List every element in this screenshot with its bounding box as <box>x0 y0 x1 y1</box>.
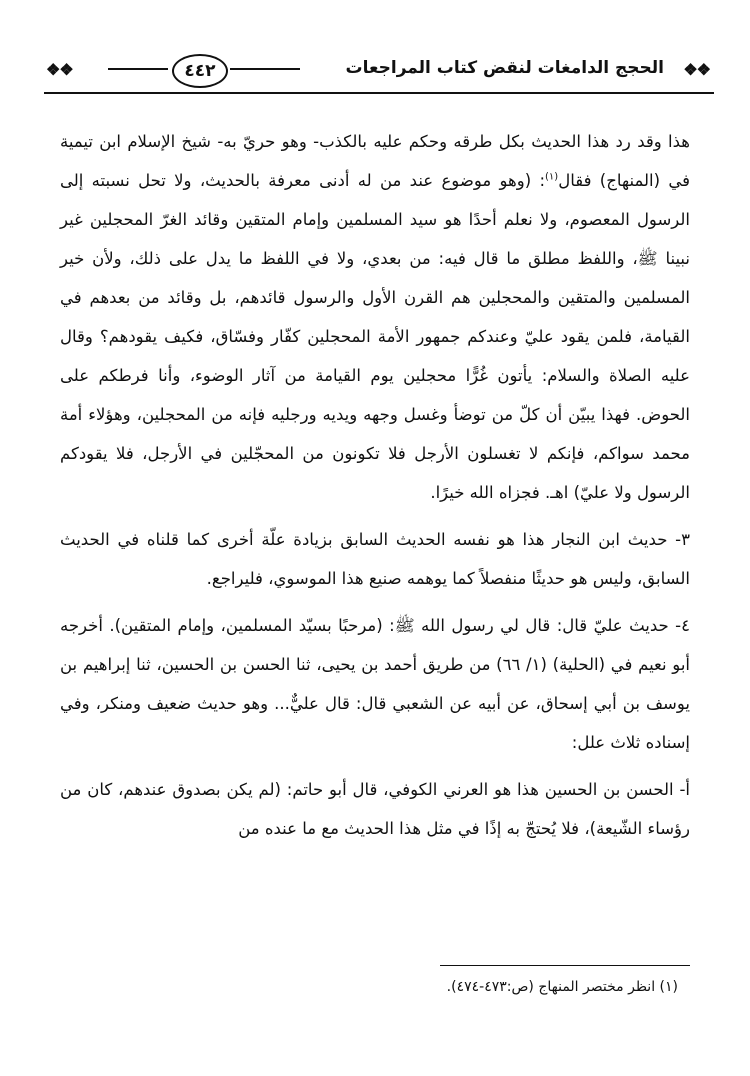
paragraph <box>60 520 690 598</box>
ornament-icon: ❖❖ <box>683 60 710 79</box>
running-header <box>44 52 714 100</box>
book-title: الحجج الدامغات لنقض كتاب المراجعات <box>345 58 664 78</box>
paragraph-text: : (وهو موضوع عند من له أدنى معرفة بالحديث، ولا تحل نسبته إلى الرسول المعصوم، ولا نعلم أحدًا هو سيد المسلمين وإمام المتقين وقائد الغرّ المحجلين غير نبينا ﷺ، واللفظ مطلق ما قال فيه: من بعدي، ولا في اللفظ ما يدل على ذلك، ولأن خير المسلمين والمتقين والمحجلين هم القرن الأول والرسول قائدهم، بل وقائد من بعدهم في القيامة، فلمن يقود عليّ وعندكم جمهور الأمة المحجلين كفّار وفسّاق، فكيف يقودهم؟ وقال عليه الصلاة والسلام: يأتون غُرًّا محجلين يوم القيامة من آثار الوضوء، وأنا فرطكم على الحوض. فهذا يبيّن أن كلّ من توضأ وغسل وجهه ويديه ورجليه فإنه من المحجلين، وهؤلاء أمة محمد سواكم، فإنكم لا تغسلون الأرجل فلا تكونون من المحجّلين في الأرجل، فلا يقودكم الرسول ولا عليّ) اهـ. فجزاه الله خيرًا. <box>60 171 690 502</box>
footnote-ref: (١) <box>545 171 559 183</box>
header-divider <box>44 92 714 94</box>
header-rule-left <box>230 68 300 70</box>
paragraph-text: ٣- حديث ابن النجار هذا هو نفسه الحديث السابق بزيادة علّة أخرى كما قلناه في الحديث السابق، وليس هو حديثًا منفصلاً كما يوهمه صنيع هذا الموسوي، فليراجع. <box>60 530 690 588</box>
ornament-icon: ❖❖ <box>46 60 73 79</box>
paragraph-text: ٤- حديث عليّ قال: قال لي رسول الله ﷺ: (مرحبًا بسيّد المسلمين، وإمام المتقين). أخرجه أبو نعيم في (الحلية) (١/ ٦٦) من طريق أحمد بن يحيى، ثنا الحسن بن الحسين، ثنا إبراهيم بن يوسف بن أبي إسحاق، عن أبيه عن الشعبي قال: قال عليٌّ... وهو حديث ضعيف ومنكر، وفي إسناده ثلاث علل: <box>60 616 690 752</box>
footnote-divider <box>440 965 690 966</box>
paragraph <box>60 122 690 512</box>
header-rule-outer <box>108 68 168 70</box>
paragraph <box>60 606 690 762</box>
paragraph-text: أ- الحسن بن الحسين هذا هو العرني الكوفي، قال أبو حاتم: (لم يكن بصدوق عندهم، كان من رؤساء الشّيعة)، فلا يُحتجّ به إذًا في مثل هذا الحديث مع ما عنده من <box>60 780 690 838</box>
body-text <box>60 122 690 848</box>
page-number: ٤٤٢ <box>172 54 228 88</box>
footnote: (١) انظر مختصر المنهاج (ص:٤٧٣-٤٧٤). <box>446 979 678 995</box>
paragraph-text: هذا وقد رد هذا الحديث بكل طرقه وحكم عليه بالكذب- وهو حريّ به- شيخ الإسلام ابن تيمية في (المنهاج) فقال <box>60 132 691 190</box>
paragraph <box>60 770 690 848</box>
